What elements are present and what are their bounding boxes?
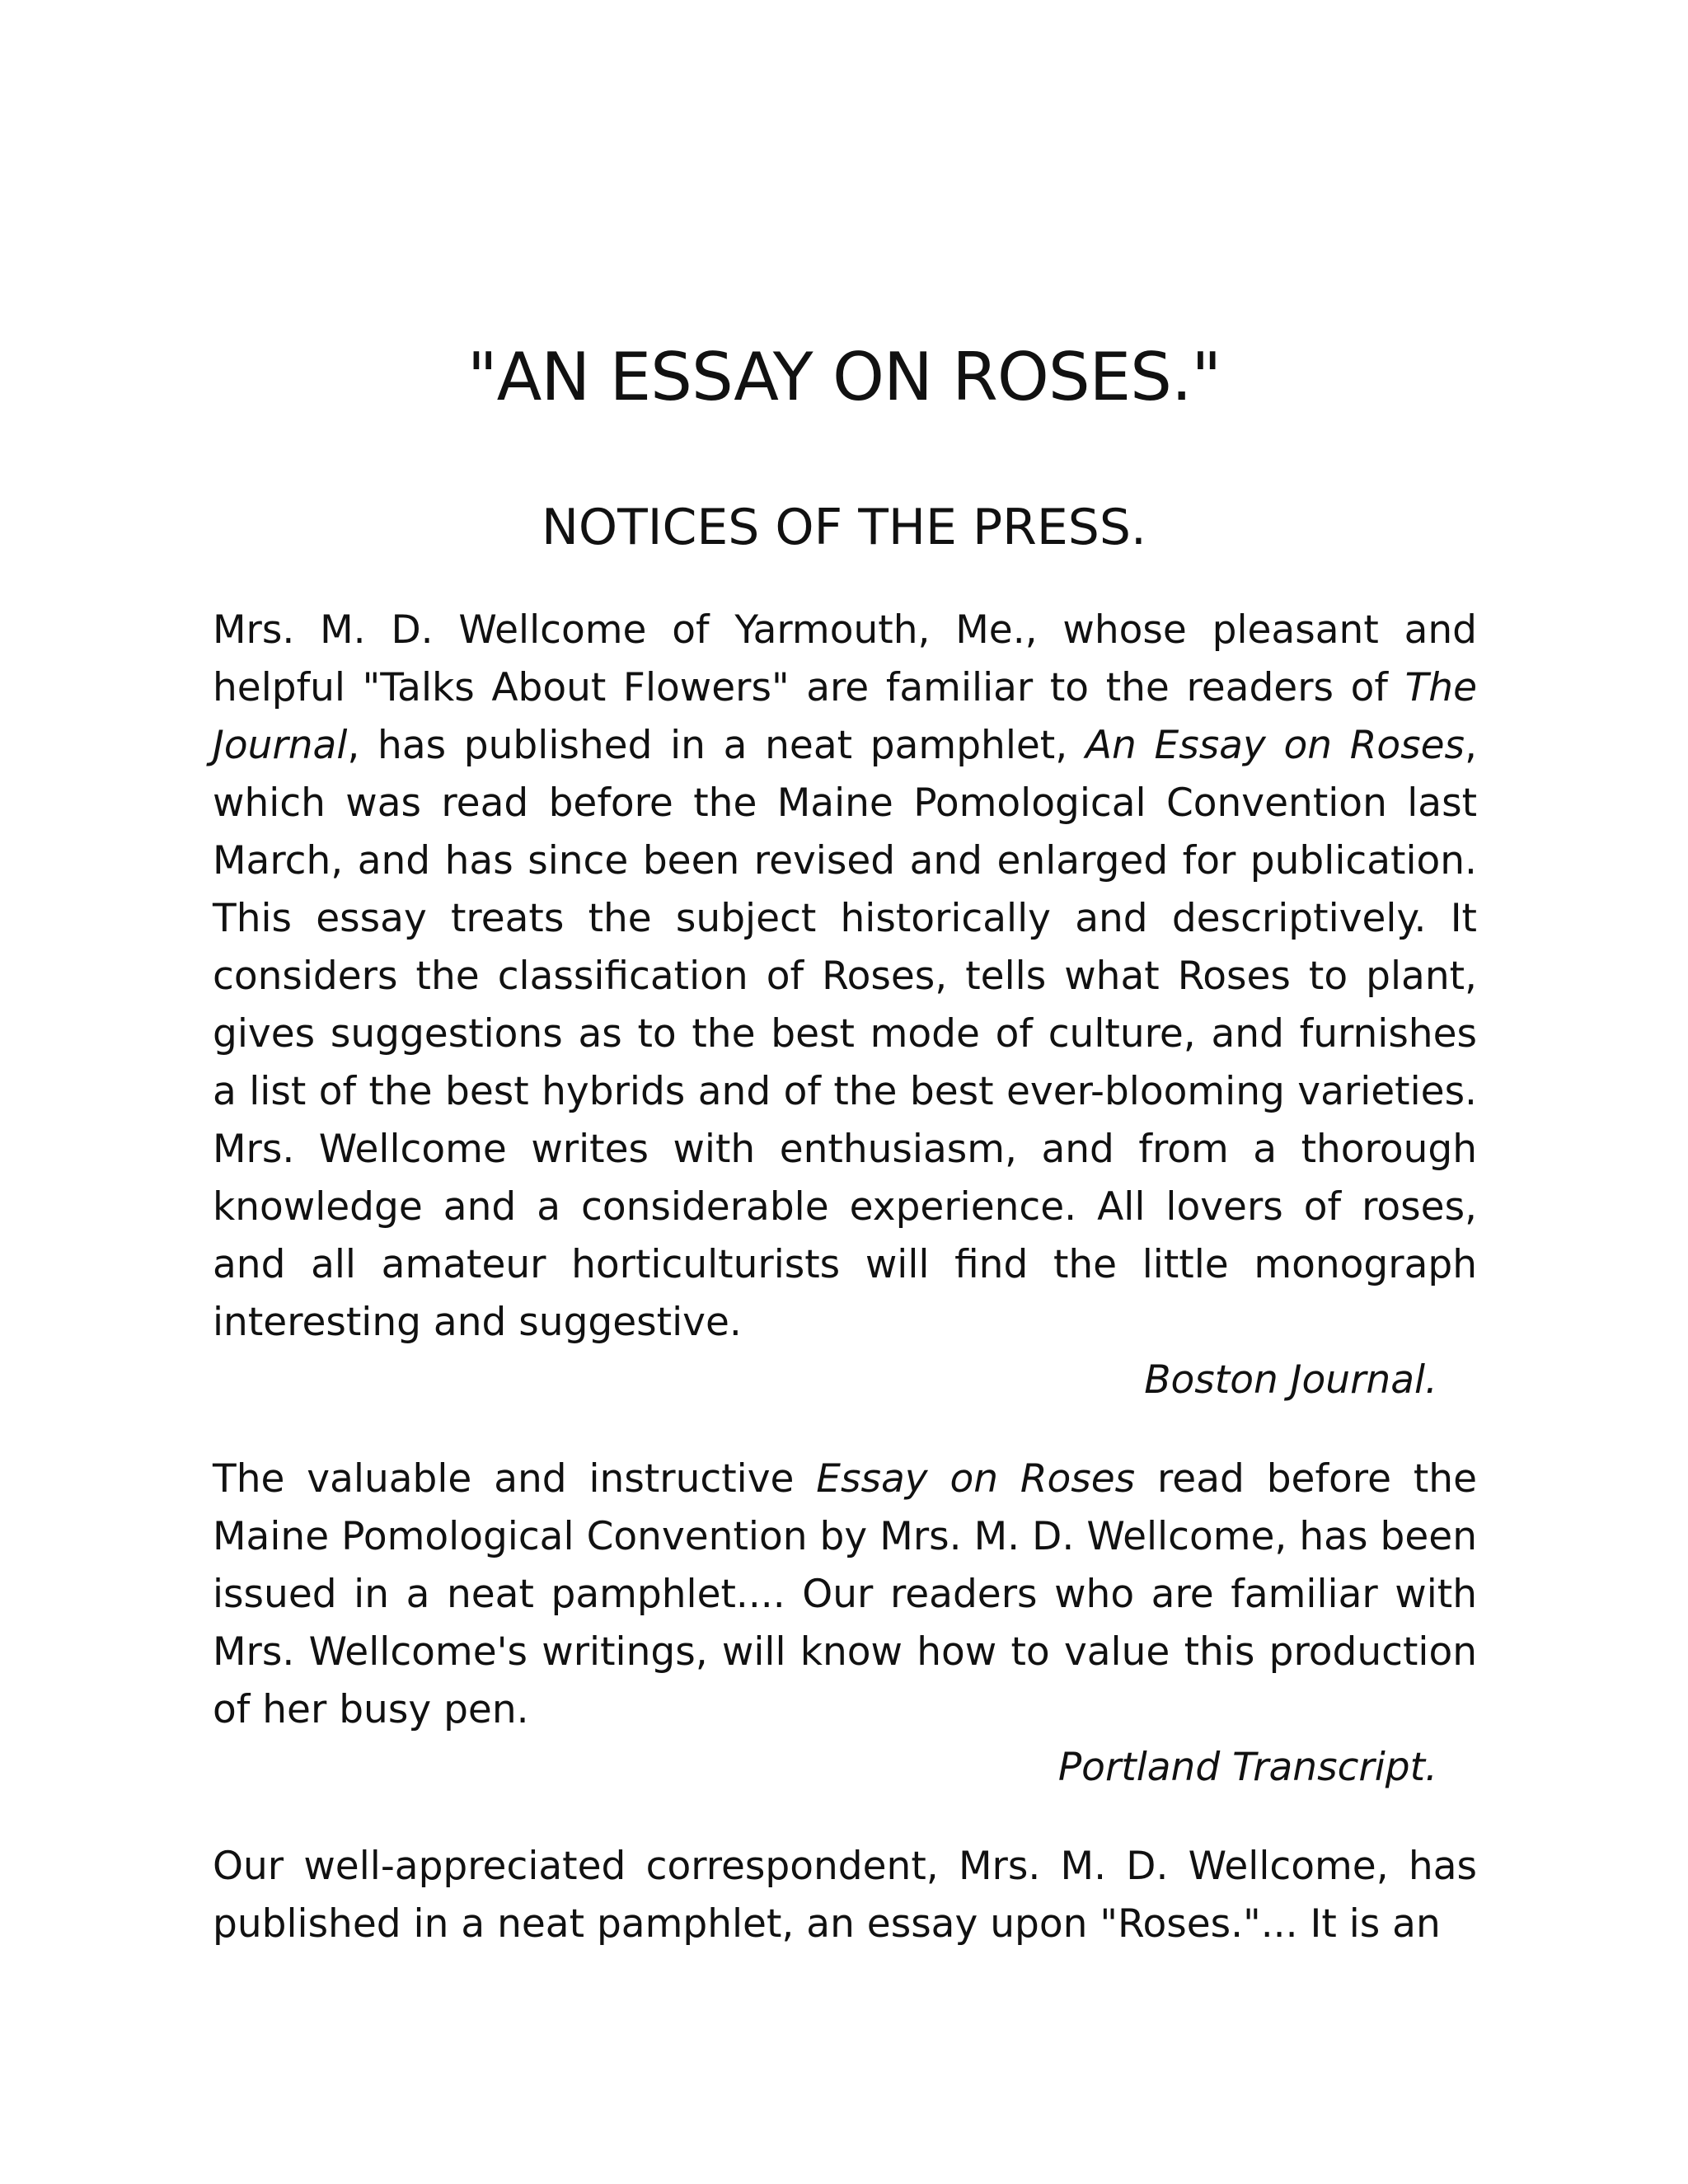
notice-source: Portland Transcript. (1057, 1745, 1437, 1790)
paragraph-gap (213, 1409, 1477, 1451)
notices-body (213, 602, 1477, 1953)
notice-source: Boston Journal. (1144, 1357, 1437, 1403)
paragraph-gap (213, 1797, 1477, 1838)
press-notice-portland (213, 1451, 1477, 1797)
notice-text: The valuable and instructive (213, 1456, 817, 1502)
notice-text: , has published in a neat pamphlet, (347, 723, 1085, 768)
notice-text: Our well-appreciated correspondent, Mrs. M. D. Wellcome, has published in a neat pamphlet, an essay upon "Roses."... It is an (213, 1844, 1477, 1947)
page-title: "AN ESSAY ON ROSES." (467, 339, 1221, 415)
section-heading: NOTICES OF THE PRESS. (541, 499, 1146, 556)
notice-italic-text: The Journal (213, 665, 1477, 768)
notice-paragraph (213, 602, 1477, 1352)
notice-paragraph (213, 1838, 1477, 1953)
notice-text: read before the Maine Pomological Convention by Mrs. M. D. Wellcome, has been issued in a neat pamphlet.... Our readers who are familiar with Mrs. Wellcome's writings, will know how to value this production of her busy pen. (213, 1456, 1477, 1732)
notice-paragraph (213, 1451, 1477, 1739)
notice-italic-text: Essay on Roses (816, 1456, 1136, 1502)
notice-italic-text: An Essay on Roses (1085, 723, 1465, 768)
notice-text: , which was read before the Maine Pomological Convention last March, and has since been revised and enlarged for publication. This essay treats the subject historically and descriptively. It considers the classification of Roses, tells what Roses to plant, gives suggestions as to the best mode of culture, and furnishes a list of the best hybrids and of the best ever-blooming varieties. Mrs. Wellcome writes with enthusiasm, and from a thorough knowledge and a considerable experience. All lovers of roses, and all amateur horticulturists will find the little monograph interesting and suggestive. (213, 723, 1477, 1345)
notice-text: Mrs. M. D. Wellcome of Yarmouth, Me., whose pleasant and helpful "Talks About Flowers" are familiar to the readers of (213, 607, 1477, 710)
press-notice-third (213, 1838, 1477, 1953)
press-notice-boston (213, 602, 1477, 1409)
